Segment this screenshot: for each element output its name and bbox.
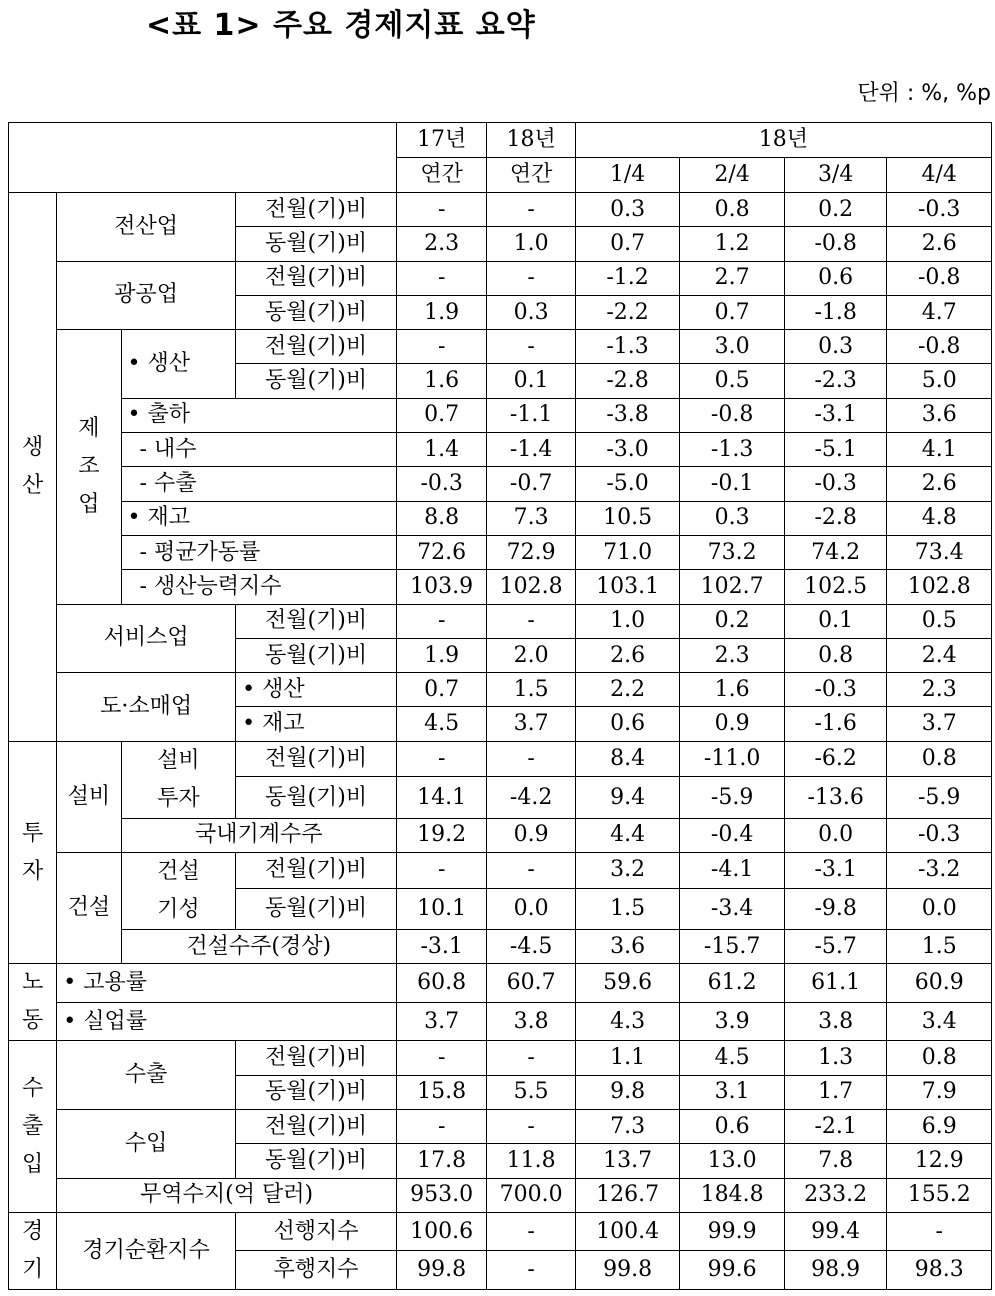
row-fac-mom	[9, 741, 992, 777]
label-facility: 설비	[57, 741, 121, 852]
header-annual-18: 연간	[487, 158, 575, 193]
label-all-industry: 전산업	[57, 193, 236, 262]
row-leading	[9, 1212, 992, 1251]
value-cell: -5.7	[784, 930, 887, 964]
label-yoy: 동월(기)비	[236, 888, 397, 929]
value-cell: 184.8	[680, 1178, 785, 1212]
value-cell: 102.7	[680, 570, 785, 604]
value-cell: 2.0	[487, 638, 575, 672]
row-shipment	[9, 398, 992, 432]
value-cell: 99.8	[396, 1251, 486, 1290]
value-cell: 126.7	[575, 1178, 680, 1212]
label-mom: 전월(기)비	[236, 1041, 397, 1075]
value-cell: 103.9	[396, 570, 486, 604]
label-yoy: 동월(기)비	[236, 777, 397, 818]
value-cell: -0.3	[396, 467, 486, 501]
value-cell: -1.3	[680, 433, 785, 467]
value-cell: 0.0	[784, 818, 887, 852]
value-cell: -1.8	[784, 295, 887, 329]
value-cell: 2.3	[396, 227, 486, 261]
label-mom: 전월(기)비	[236, 193, 397, 227]
group-cycle: 경기	[9, 1212, 57, 1289]
label-imports: 수입	[57, 1109, 236, 1178]
value-cell: 0.8	[680, 193, 785, 227]
label-const-done-1: 건설	[157, 859, 200, 885]
value-cell: -1.6	[784, 707, 887, 741]
value-cell: 3.9	[680, 1002, 785, 1041]
value-cell: 100.6	[396, 1212, 486, 1251]
row-imp-mom	[9, 1109, 992, 1143]
value-cell: -1.1	[487, 398, 575, 432]
label-yoy: 동월(기)비	[236, 295, 397, 329]
label-yoy: 동월(기)비	[236, 227, 397, 261]
value-cell: 0.8	[887, 741, 992, 777]
value-cell: 9.4	[575, 777, 680, 818]
label-cycle-index: 경기순환지수	[57, 1212, 236, 1289]
label-trade-balance: 무역수지(억 달러)	[57, 1178, 397, 1212]
label-domestic: - 내수	[121, 433, 396, 467]
value-cell: 60.9	[887, 964, 992, 1003]
unit-label: 단위 : %, %p	[857, 81, 991, 106]
value-cell: 2.6	[887, 467, 992, 501]
group-labor: 노동	[9, 964, 57, 1041]
label-construction-done	[121, 853, 236, 930]
value-cell: 0.7	[575, 227, 680, 261]
value-cell: -2.3	[784, 364, 887, 398]
row-domestic	[9, 433, 992, 467]
value-cell: 3.2	[575, 853, 680, 889]
value-cell: -5.9	[680, 777, 785, 818]
value-cell: -3.1	[784, 398, 887, 432]
value-cell: -0.3	[784, 467, 887, 501]
header-q4: 4/4	[887, 158, 992, 193]
header-corner	[9, 123, 397, 193]
value-cell: 0.9	[680, 707, 785, 741]
value-cell: 74.2	[784, 535, 887, 569]
value-cell: -	[396, 853, 486, 889]
value-cell: -	[396, 604, 486, 638]
value-cell: 73.4	[887, 535, 992, 569]
value-cell: 0.2	[680, 604, 785, 638]
value-cell: 2.6	[887, 227, 992, 261]
value-cell: -0.3	[887, 818, 992, 852]
value-cell: -	[487, 1251, 575, 1290]
value-cell: 99.6	[680, 1251, 785, 1290]
value-cell: -3.8	[575, 398, 680, 432]
value-cell: 0.8	[887, 1041, 992, 1075]
value-cell: 1.0	[575, 604, 680, 638]
value-cell: 100.4	[575, 1212, 680, 1251]
value-cell: 19.2	[396, 818, 486, 852]
label-service: 서비스업	[57, 604, 236, 673]
value-cell: 10.5	[575, 501, 680, 535]
label-const-done-2: 기성	[157, 897, 200, 923]
value-cell: 4.7	[887, 295, 992, 329]
value-cell: -0.3	[887, 193, 992, 227]
value-cell: 1.5	[487, 673, 575, 707]
label-construction-orders: 건설수주(경상)	[121, 930, 396, 964]
value-cell: -2.2	[575, 295, 680, 329]
value-cell: 2.3	[887, 673, 992, 707]
value-cell: -0.8	[887, 330, 992, 364]
value-cell: 60.8	[396, 964, 486, 1003]
value-cell: 0.6	[575, 707, 680, 741]
row-balance	[9, 1178, 992, 1212]
value-cell: 2.3	[680, 638, 785, 672]
value-cell: 0.5	[680, 364, 785, 398]
label-lagging: 후행지수	[236, 1251, 397, 1290]
value-cell: 3.4	[887, 1002, 992, 1041]
row-all-mom	[9, 193, 992, 227]
label-yoy: 동월(기)비	[236, 1144, 397, 1178]
value-cell: -2.8	[575, 364, 680, 398]
value-cell: 0.0	[887, 888, 992, 929]
row-retail-prod	[9, 673, 992, 707]
value-cell: 4.8	[887, 501, 992, 535]
value-cell: -	[396, 261, 486, 295]
row-const-orders	[9, 930, 992, 964]
value-cell: -5.1	[784, 433, 887, 467]
value-cell: -4.5	[487, 930, 575, 964]
label-mining: 광공업	[57, 261, 236, 330]
value-cell: -3.4	[680, 888, 785, 929]
value-cell: -	[396, 1109, 486, 1143]
value-cell: 4.5	[396, 707, 486, 741]
value-cell: 0.1	[487, 364, 575, 398]
value-cell: 61.1	[784, 964, 887, 1003]
value-cell: 72.6	[396, 535, 486, 569]
value-cell: 2.2	[575, 673, 680, 707]
value-cell: -4.1	[680, 853, 785, 889]
value-cell: 155.2	[887, 1178, 992, 1212]
value-cell: 1.3	[784, 1041, 887, 1075]
value-cell: -9.8	[784, 888, 887, 929]
value-cell: 9.8	[575, 1075, 680, 1109]
value-cell: 15.8	[396, 1075, 486, 1109]
label-shipment: • 출하	[121, 398, 396, 432]
value-cell: -0.8	[680, 398, 785, 432]
value-cell: -3.2	[887, 853, 992, 889]
value-cell: 4.1	[887, 433, 992, 467]
row-mining-mom	[9, 261, 992, 295]
value-cell: -0.1	[680, 467, 785, 501]
value-cell: 3.7	[487, 707, 575, 741]
value-cell: -1.3	[575, 330, 680, 364]
value-cell: -5.9	[887, 777, 992, 818]
value-cell: -	[396, 330, 486, 364]
label-mom: 전월(기)비	[236, 1109, 397, 1143]
value-cell: -0.8	[887, 261, 992, 295]
group-trade: 수출입	[9, 1041, 57, 1212]
value-cell: 1.7	[784, 1075, 887, 1109]
value-cell: 98.9	[784, 1251, 887, 1290]
value-cell: -	[487, 261, 575, 295]
value-cell: -3.1	[396, 930, 486, 964]
label-capacity: - 생산능력지수	[121, 570, 396, 604]
value-cell: 8.4	[575, 741, 680, 777]
label-retail-inv: • 재고	[236, 707, 397, 741]
value-cell: 0.3	[575, 193, 680, 227]
value-cell: 0.1	[784, 604, 887, 638]
label-yoy: 동월(기)비	[236, 1075, 397, 1109]
value-cell: -11.0	[680, 741, 785, 777]
row-exp-mom	[9, 1041, 992, 1075]
row-employment	[9, 964, 992, 1003]
value-cell: 1.4	[396, 433, 486, 467]
value-cell: -15.7	[680, 930, 785, 964]
label-mom: 전월(기)비	[236, 261, 397, 295]
value-cell: 1.5	[575, 888, 680, 929]
header-18: 18년	[487, 123, 575, 158]
value-cell: 10.1	[396, 888, 486, 929]
label-mom: 전월(기)비	[236, 741, 397, 777]
label-retail-prod: • 생산	[236, 673, 397, 707]
value-cell: 0.3	[784, 330, 887, 364]
value-cell: -2.8	[784, 501, 887, 535]
row-machinery	[9, 818, 992, 852]
label-employment: • 고용률	[57, 964, 397, 1003]
value-cell: 0.7	[396, 398, 486, 432]
economic-indicators-table	[8, 122, 992, 1290]
value-cell: -	[487, 604, 575, 638]
value-cell: 3.0	[680, 330, 785, 364]
value-cell: -0.8	[784, 227, 887, 261]
value-cell: 72.9	[487, 535, 575, 569]
label-mom: 전월(기)비	[236, 604, 397, 638]
value-cell: -	[487, 1109, 575, 1143]
value-cell: -	[487, 193, 575, 227]
value-cell: 61.2	[680, 964, 785, 1003]
value-cell: 1.6	[396, 364, 486, 398]
label-facility-inv-2: 투자	[157, 785, 200, 811]
value-cell: 0.2	[784, 193, 887, 227]
group-production: 생산	[9, 193, 57, 742]
value-cell: -1.4	[487, 433, 575, 467]
value-cell: 4.3	[575, 1002, 680, 1041]
label-yoy: 동월(기)비	[236, 364, 397, 398]
value-cell: 4.5	[680, 1041, 785, 1075]
label-mom: 전월(기)비	[236, 330, 397, 364]
label-facility-inv-1: 설비	[157, 747, 200, 773]
value-cell: 1.1	[575, 1041, 680, 1075]
value-cell: 102.5	[784, 570, 887, 604]
label-unemployment: • 실업률	[57, 1002, 397, 1041]
value-cell: 2.6	[575, 638, 680, 672]
value-cell: 99.4	[784, 1212, 887, 1251]
label-mfg-production: • 생산	[121, 330, 236, 399]
value-cell: 7.3	[575, 1109, 680, 1143]
value-cell: 2.4	[887, 638, 992, 672]
value-cell: 99.9	[680, 1212, 785, 1251]
label-machinery-orders: 국내기계수주	[121, 818, 396, 852]
value-cell: 0.7	[680, 295, 785, 329]
value-cell: 11.8	[487, 1144, 575, 1178]
header-17: 17년	[396, 123, 486, 158]
value-cell: 17.8	[396, 1144, 486, 1178]
label-utilization: - 평균가동률	[121, 535, 396, 569]
label-facility-investment	[121, 741, 236, 818]
value-cell: 0.8	[784, 638, 887, 672]
value-cell: 1.9	[396, 295, 486, 329]
label-exports: 수출	[57, 1041, 236, 1110]
value-cell: -0.7	[487, 467, 575, 501]
value-cell: 13.0	[680, 1144, 785, 1178]
value-cell: 102.8	[487, 570, 575, 604]
value-cell: -	[487, 741, 575, 777]
value-cell: 12.9	[887, 1144, 992, 1178]
value-cell: -	[487, 1041, 575, 1075]
value-cell: 0.9	[487, 818, 575, 852]
value-cell: 71.0	[575, 535, 680, 569]
value-cell: 0.6	[680, 1109, 785, 1143]
value-cell: 5.5	[487, 1075, 575, 1109]
value-cell: 103.1	[575, 570, 680, 604]
value-cell: 102.8	[887, 570, 992, 604]
value-cell: 3.6	[575, 930, 680, 964]
label-manufacturing: 제조업	[57, 330, 121, 604]
value-cell: 73.2	[680, 535, 785, 569]
header-18-quarters: 18년	[575, 123, 991, 158]
value-cell: -0.3	[784, 673, 887, 707]
value-cell: 98.3	[887, 1251, 992, 1290]
label-yoy: 동월(기)비	[236, 638, 397, 672]
value-cell: 99.8	[575, 1251, 680, 1290]
value-cell: 233.2	[784, 1178, 887, 1212]
value-cell: 3.8	[487, 1002, 575, 1041]
value-cell: 700.0	[487, 1178, 575, 1212]
label-export-sub: - 수출	[121, 467, 396, 501]
value-cell: 5.0	[887, 364, 992, 398]
row-capacity	[9, 570, 992, 604]
header-annual-17: 연간	[396, 158, 486, 193]
value-cell: -	[487, 853, 575, 889]
row-utilization	[9, 535, 992, 569]
label-leading: 선행지수	[236, 1212, 397, 1251]
group-investment: 투자	[9, 741, 57, 964]
value-cell: 3.7	[396, 1002, 486, 1041]
row-export-sub	[9, 467, 992, 501]
value-cell: -	[396, 1041, 486, 1075]
header-q2: 2/4	[680, 158, 785, 193]
value-cell: -	[396, 741, 486, 777]
value-cell: -1.2	[575, 261, 680, 295]
value-cell: -4.2	[487, 777, 575, 818]
row-mfg-mom	[9, 330, 992, 364]
value-cell: 3.7	[887, 707, 992, 741]
value-cell: 7.3	[487, 501, 575, 535]
value-cell: 1.2	[680, 227, 785, 261]
value-cell: -	[487, 1212, 575, 1251]
value-cell: -5.0	[575, 467, 680, 501]
value-cell: 1.6	[680, 673, 785, 707]
label-inventory: • 재고	[121, 501, 396, 535]
value-cell: 3.1	[680, 1075, 785, 1109]
value-cell: 4.4	[575, 818, 680, 852]
value-cell: 6.9	[887, 1109, 992, 1143]
value-cell: 0.0	[487, 888, 575, 929]
value-cell: -	[396, 193, 486, 227]
header-q1: 1/4	[575, 158, 680, 193]
value-cell: 1.9	[396, 638, 486, 672]
value-cell: 60.7	[487, 964, 575, 1003]
value-cell: 1.5	[887, 930, 992, 964]
value-cell: -3.1	[784, 853, 887, 889]
value-cell: 3.6	[887, 398, 992, 432]
row-unemployment	[9, 1002, 992, 1041]
value-cell: 2.7	[680, 261, 785, 295]
row-service-mom	[9, 604, 992, 638]
value-cell: 0.6	[784, 261, 887, 295]
value-cell: 13.7	[575, 1144, 680, 1178]
label-mom: 전월(기)비	[236, 853, 397, 889]
value-cell: 953.0	[396, 1178, 486, 1212]
value-cell: -	[487, 330, 575, 364]
value-cell: -6.2	[784, 741, 887, 777]
value-cell: 0.3	[487, 295, 575, 329]
row-inventory	[9, 501, 992, 535]
value-cell: -0.4	[680, 818, 785, 852]
value-cell: -2.1	[784, 1109, 887, 1143]
label-construction: 건설	[57, 853, 121, 964]
value-cell: -13.6	[784, 777, 887, 818]
row-const-mom	[9, 853, 992, 889]
value-cell: 7.8	[784, 1144, 887, 1178]
value-cell: 0.3	[680, 501, 785, 535]
value-cell: 8.8	[396, 501, 486, 535]
value-cell: 59.6	[575, 964, 680, 1003]
value-cell: 0.7	[396, 673, 486, 707]
value-cell: 3.8	[784, 1002, 887, 1041]
value-cell: 14.1	[396, 777, 486, 818]
value-cell: 1.0	[487, 227, 575, 261]
value-cell: 7.9	[887, 1075, 992, 1109]
label-retail: 도·소매업	[57, 673, 236, 742]
table-title: <표 1> 주요 경제지표 요약	[146, 8, 536, 43]
value-cell: 0.5	[887, 604, 992, 638]
value-cell: -3.0	[575, 433, 680, 467]
header-q3: 3/4	[784, 158, 887, 193]
value-cell: -	[887, 1212, 992, 1251]
